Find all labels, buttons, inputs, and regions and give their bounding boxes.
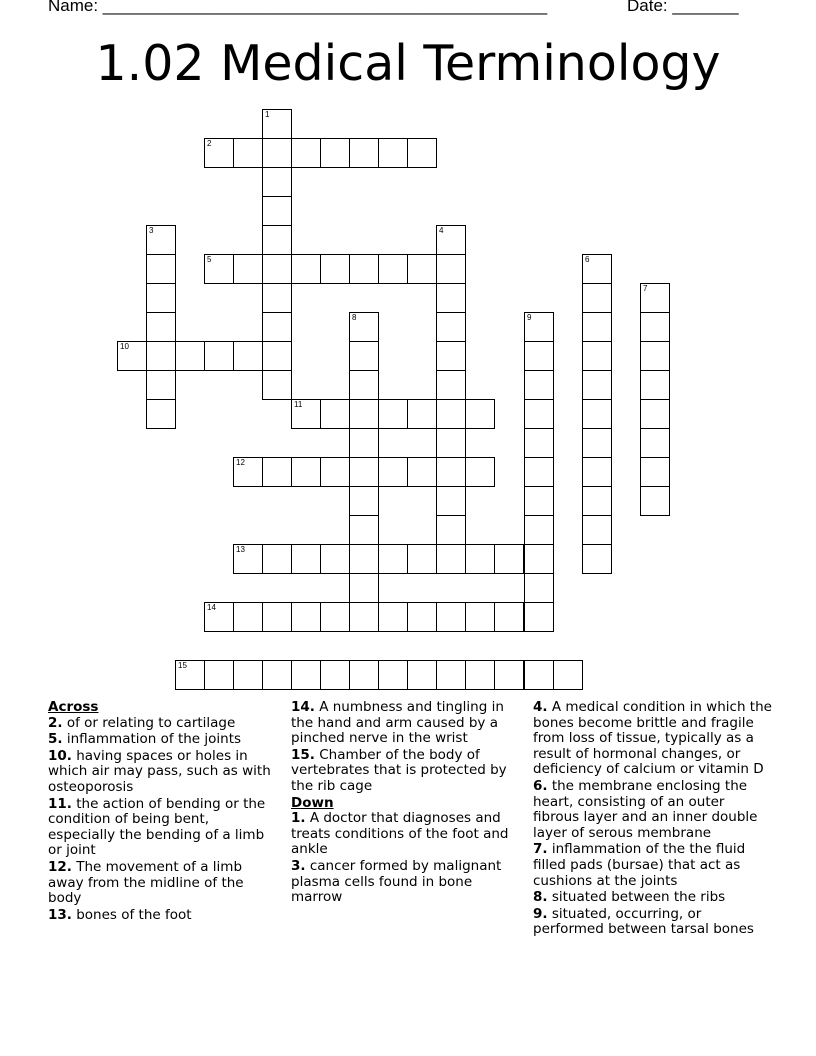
crossword-cell[interactable] xyxy=(436,428,466,458)
crossword-cell[interactable] xyxy=(262,138,292,168)
clue-number: 15 xyxy=(178,661,187,670)
clue-number: 3 xyxy=(149,226,154,235)
crossword-cell[interactable] xyxy=(262,254,292,284)
crossword-cell[interactable] xyxy=(204,660,234,690)
crossword-cell[interactable] xyxy=(582,544,612,574)
crossword-cell[interactable] xyxy=(524,341,554,371)
clue-number: 12 xyxy=(236,458,245,467)
crossword-cell[interactable] xyxy=(524,602,554,632)
crossword-cell[interactable] xyxy=(407,602,437,632)
crossword-cell[interactable] xyxy=(582,341,612,371)
crossword-cell[interactable] xyxy=(640,486,670,516)
crossword-cell[interactable] xyxy=(291,660,321,690)
clue-number: 2 xyxy=(207,139,212,148)
crossword-cell[interactable] xyxy=(320,660,350,690)
crossword-cell[interactable] xyxy=(320,399,350,429)
crossword-cell[interactable] xyxy=(436,602,466,632)
clue-number: 8 xyxy=(352,313,357,322)
date-field-label: Date: _______ xyxy=(627,0,739,15)
crossword-cell[interactable] xyxy=(436,341,466,371)
crossword-cell[interactable] xyxy=(407,138,437,168)
crossword-cell[interactable] xyxy=(640,341,670,371)
crossword-cell[interactable] xyxy=(320,457,350,487)
crossword-cell[interactable] xyxy=(524,573,554,603)
crossword-cell[interactable] xyxy=(262,370,292,400)
crossword-cell[interactable] xyxy=(349,544,379,574)
crossword-cell[interactable] xyxy=(204,138,234,168)
crossword-cell[interactable] xyxy=(436,457,466,487)
crossword-cell[interactable] xyxy=(291,457,321,487)
clue-number: 6 xyxy=(585,255,590,264)
clue-down-8: 8. situated between the ribs xyxy=(533,889,726,906)
crossword-cell[interactable] xyxy=(349,370,379,400)
crossword-cell[interactable] xyxy=(582,457,612,487)
crossword-cell[interactable] xyxy=(436,254,466,284)
crossword-cell[interactable] xyxy=(291,399,321,429)
crossword-cell[interactable] xyxy=(407,544,437,574)
crossword-cell[interactable] xyxy=(378,660,408,690)
crossword-cell[interactable] xyxy=(582,486,612,516)
crossword-cell[interactable] xyxy=(582,370,612,400)
clue-number: 7 xyxy=(643,284,648,293)
crossword-cell[interactable] xyxy=(262,167,292,197)
crossword-cell[interactable] xyxy=(262,109,292,139)
crossword-cell[interactable] xyxy=(436,225,466,255)
crossword-cell[interactable] xyxy=(291,602,321,632)
crossword-cell[interactable] xyxy=(378,399,408,429)
crossword-cell[interactable] xyxy=(262,457,292,487)
clue-number: 5 xyxy=(207,255,212,264)
page-title: 1.02 Medical Terminology xyxy=(95,35,721,92)
crossword-cell[interactable] xyxy=(146,312,176,342)
clue-number: 10 xyxy=(120,342,129,351)
crossword-cell[interactable] xyxy=(494,544,524,574)
clue-down-6: 6. the membrane enclosing the heart, consisting of an outer fibrous layer and an inner double layer of serous membrane xyxy=(533,777,758,841)
crossword-cell[interactable] xyxy=(378,602,408,632)
name-field-label: Name: _______________________________________________ xyxy=(48,0,548,15)
crossword-cell[interactable] xyxy=(320,602,350,632)
crossword-cell[interactable] xyxy=(582,283,612,313)
crossword-cell[interactable] xyxy=(582,515,612,545)
crossword-cell[interactable] xyxy=(465,544,495,574)
across-heading: Across xyxy=(48,699,99,715)
crossword-cell[interactable] xyxy=(436,486,466,516)
crossword-cell[interactable] xyxy=(146,225,176,255)
crossword-cell[interactable] xyxy=(378,254,408,284)
crossword-cell[interactable] xyxy=(407,457,437,487)
clues-column-2 xyxy=(291,700,523,907)
crossword-cell[interactable] xyxy=(233,254,263,284)
clue-number: 9 xyxy=(527,313,532,322)
clue-across-15: 15. Chamber of the body of vertebrates that is protected by the rib cage xyxy=(291,746,507,794)
down-heading: Down xyxy=(291,794,334,811)
clue-across-5: 5. inflammation of the joints xyxy=(48,731,242,748)
crossword-cell[interactable] xyxy=(349,399,379,429)
crossword-cell[interactable] xyxy=(204,602,234,632)
crossword-cell[interactable] xyxy=(291,544,321,574)
crossword-cell[interactable] xyxy=(175,341,205,371)
clue-down-4: 4. A medical condition in which the bones become brittle and fragile from loss of tissue, typically as a result of hormonal changes, or deficiency of calcium or vitamin D xyxy=(533,699,772,778)
crossword-cell[interactable] xyxy=(465,399,495,429)
clue-down-3: 3. cancer formed by malignant plasma cells found in bone marrow xyxy=(291,857,502,906)
crossword-cell[interactable] xyxy=(582,254,612,284)
crossword-cell[interactable] xyxy=(320,544,350,574)
crossword-cell[interactable] xyxy=(494,660,524,690)
crossword-cell[interactable] xyxy=(640,283,670,313)
crossword-cell[interactable] xyxy=(524,486,554,516)
crossword-cell[interactable] xyxy=(262,312,292,342)
crossword-cell[interactable] xyxy=(640,457,670,487)
crossword-cell[interactable] xyxy=(233,660,263,690)
clue-across-13: 13. bones of the foot xyxy=(48,906,192,923)
clue-number: 1 xyxy=(265,110,270,119)
crossword-cell[interactable] xyxy=(436,370,466,400)
crossword-cell[interactable] xyxy=(146,399,176,429)
crossword-cell[interactable] xyxy=(494,602,524,632)
crossword-cell[interactable] xyxy=(117,341,147,371)
crossword-cell[interactable] xyxy=(436,283,466,313)
crossword-cell[interactable] xyxy=(262,341,292,371)
crossword-cell[interactable] xyxy=(524,428,554,458)
crossword-cell[interactable] xyxy=(233,341,263,371)
crossword-cell[interactable] xyxy=(291,254,321,284)
crossword-cell[interactable] xyxy=(233,602,263,632)
crossword-cell[interactable] xyxy=(524,457,554,487)
clue-number: 4 xyxy=(439,226,444,235)
crossword-cell[interactable] xyxy=(407,399,437,429)
crossword-cell[interactable] xyxy=(640,399,670,429)
crossword-cell[interactable] xyxy=(407,254,437,284)
crossword-cell[interactable] xyxy=(262,283,292,313)
crossword-cell[interactable] xyxy=(436,515,466,545)
crossword-cell[interactable] xyxy=(349,341,379,371)
crossword-cell[interactable] xyxy=(262,544,292,574)
crossword-cell[interactable] xyxy=(175,660,205,690)
crossword-cell[interactable] xyxy=(349,602,379,632)
crossword-cell[interactable] xyxy=(146,341,176,371)
crossword-cell[interactable] xyxy=(262,602,292,632)
crossword-cell[interactable] xyxy=(378,544,408,574)
crossword-cell[interactable] xyxy=(349,457,379,487)
crossword-cell[interactable] xyxy=(320,138,350,168)
crossword-cell[interactable] xyxy=(378,138,408,168)
crossword-cell[interactable] xyxy=(640,312,670,342)
clue-number: 11 xyxy=(294,400,303,409)
crossword-cell[interactable] xyxy=(582,428,612,458)
crossword-cell[interactable] xyxy=(524,370,554,400)
crossword-cell[interactable] xyxy=(436,399,466,429)
crossword-cell[interactable] xyxy=(407,660,437,690)
clue-across-14: 14. A numbness and tingling in the hand and arm caused by a pinched nerve in the wrist xyxy=(291,699,504,747)
crossword-cell[interactable] xyxy=(524,544,554,574)
crossword-cell[interactable] xyxy=(262,196,292,226)
crossword-cell[interactable] xyxy=(640,428,670,458)
crossword-cell[interactable] xyxy=(233,457,263,487)
crossword-cell[interactable] xyxy=(378,457,408,487)
clue-number: 13 xyxy=(236,545,245,554)
crossword-cell[interactable] xyxy=(524,515,554,545)
clues-column-1 xyxy=(48,700,280,924)
crossword-cell[interactable] xyxy=(349,428,379,458)
crossword-cell[interactable] xyxy=(465,660,495,690)
clue-across-11: 11. the action of bending or the condition of being bent, especially the bending of a limb or joint xyxy=(48,795,266,859)
crossword-cell[interactable] xyxy=(320,254,350,284)
crossword-cell[interactable] xyxy=(146,254,176,284)
crossword-cell[interactable] xyxy=(349,660,379,690)
clue-across-12: 12. The movement of a limb away from the midline of the body xyxy=(48,858,244,907)
crossword-cell[interactable] xyxy=(204,341,234,371)
crossword-cell[interactable] xyxy=(204,254,234,284)
crossword-cell[interactable] xyxy=(640,370,670,400)
crossword-cell[interactable] xyxy=(291,138,321,168)
crossword-cell[interactable] xyxy=(553,660,583,690)
crossword-cell[interactable] xyxy=(436,312,466,342)
crossword-cell[interactable] xyxy=(465,457,495,487)
crossword-cell[interactable] xyxy=(436,544,466,574)
crossword-cell[interactable] xyxy=(465,602,495,632)
clue-down-7: 7. inflammation of the the fluid filled pads (bursae) that act as cushions at the joints xyxy=(533,841,746,889)
crossword-cell[interactable] xyxy=(233,138,263,168)
clue-down-9: 9. situated, occurring, or performed between tarsal bones xyxy=(533,905,754,938)
crossword-cell[interactable] xyxy=(349,515,379,545)
crossword-cell[interactable] xyxy=(524,312,554,342)
crossword-cell[interactable] xyxy=(436,660,466,690)
crossword-cell[interactable] xyxy=(582,312,612,342)
crossword-cell[interactable] xyxy=(233,544,263,574)
crossword-cell[interactable] xyxy=(262,225,292,255)
crossword-cell[interactable] xyxy=(146,283,176,313)
crossword-cell[interactable] xyxy=(349,486,379,516)
clue-across-10: 10. having spaces or holes in which air may pass, such as with osteoporosis xyxy=(48,747,271,795)
crossword-cell[interactable] xyxy=(146,370,176,400)
crossword-cell[interactable] xyxy=(349,254,379,284)
crossword-cell[interactable] xyxy=(262,660,292,690)
crossword-cell[interactable] xyxy=(582,399,612,429)
crossword-cell[interactable] xyxy=(524,660,554,690)
crossword-cell[interactable] xyxy=(524,399,554,429)
clue-down-1: 1. A doctor that diagnoses and treats conditions of the foot and ankle xyxy=(291,810,509,858)
crossword-cell[interactable] xyxy=(349,138,379,168)
crossword-cell[interactable] xyxy=(349,312,379,342)
clues-column-3 xyxy=(533,700,773,939)
crossword-cell[interactable] xyxy=(349,573,379,603)
clue-across-2: 2. of or relating to cartilage xyxy=(48,714,236,731)
clue-number: 14 xyxy=(207,603,216,612)
